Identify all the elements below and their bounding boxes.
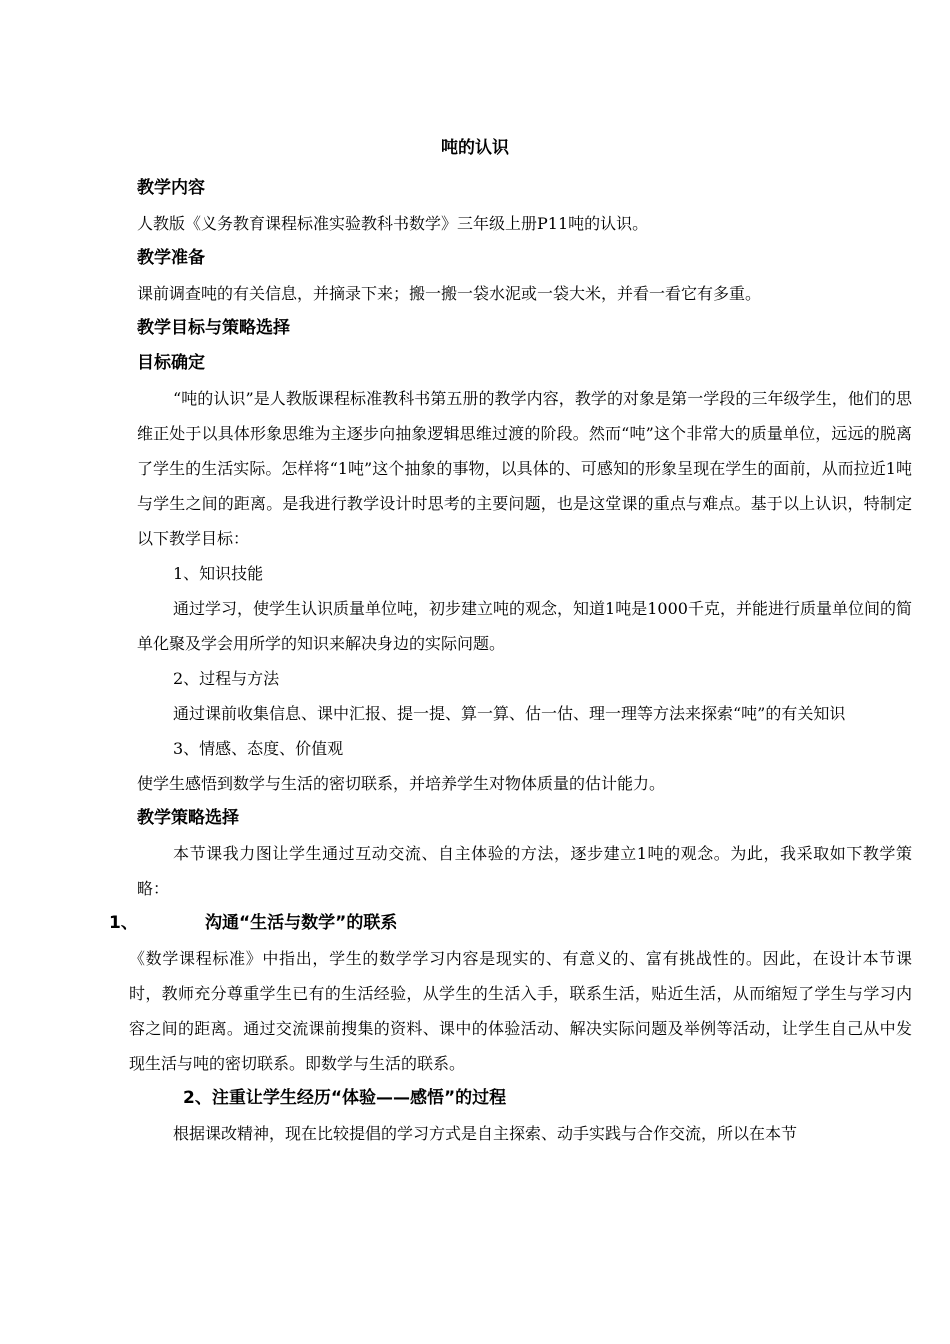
paragraph-goal-setting: “吨的认识”是人教版课程标准教科书第五册的教学内容，教学的对象是第一学段的三年级学生，他们的思维正处于以具体形象思维为主逐步向抽象逻辑思维过渡的阶段。然而“吨”这个非常大的质量单位，远远的脱离了学生的生活实际。怎样将“1吨”这个抽象的事物，以具体的、可感知的形象呈现在学生的面前，从而拉近1吨与学生之间的距离。是我进行教学设计时思考的主要问题，也是这堂课的重点与难点。基于以上认识，特制定以下教学目标： [137,389,912,548]
paragraph-teaching-preparation: 课前调查吨的有关信息，并摘录下来；搬一搬一袋水泥或一袋大米，并看一看它有多重。 [137,284,762,303]
paragraph-strategy-1 [129,941,912,1081]
strategy-1-title: 沟通“生活与数学”的联系 [205,913,398,933]
strategy-1-number: 1、 [109,913,138,933]
document-body [109,171,912,1151]
paragraph-goal-1: 通过学习，使学生认识质量单位吨，初步建立吨的观念，知道1吨是1000千克，并能进行质量单位间的简单化聚及学会用所学的知识来解决身边的实际问题。 [137,599,912,653]
paragraph-goal-3: 使学生感悟到数学与生活的密切联系，并培养学生对物体质量的估计能力。 [137,774,666,793]
strategy-2-heading: 2、注重让学生经历“体验——感悟”的过程 [183,1088,507,1108]
goal-1-label: 1、知识技能 [173,564,264,583]
goal-2-label: 2、过程与方法 [173,669,280,688]
strategy-1-heading [109,906,912,941]
paragraph-strategy-2: 根据课改精神，现在比较提倡的学习方式是自主探索、动手实践与合作交流，所以在本节 [173,1124,798,1143]
goal-3-label: 3、情感、态度、价值观 [173,739,344,758]
heading-goals-and-strategy: 教学目标与策略选择 [137,318,290,338]
paragraph-teaching-content: 人教版《义务教育课程标准实验教科书数学》三年级上册P11吨的认识。 [137,214,649,233]
paragraph-goal-2: 通过课前收集信息、课中汇报、提一提、算一算、估一估、理一理等方法来探索“吨”的有关知识 [173,704,846,723]
heading-goal-setting: 目标确定 [137,353,205,373]
heading-teaching-preparation: 教学准备 [137,248,205,268]
document-title: 吨的认识 [441,138,509,158]
heading-teaching-strategy: 教学策略选择 [137,808,239,828]
paragraph-teaching-strategy: 本节课我力图让学生通过互动交流、自主体验的方法，逐步建立1吨的观念。为此，我采取如下教学策略： [137,844,912,898]
heading-teaching-content: 教学内容 [137,178,205,198]
paragraph-strategy-1-text: 《数学课程标准》中指出，学生的数学学习内容是现实的、有意义的、富有挑战性的。因此，在设计本节课时，教师充分尊重学生已有的生活经验，从学生的生活入手，联系生活，贴近生活，从而缩短了学生与学习内容之间的距离。通过交流课前搜集的资料、课中的体验活动、解决实际问题及举例等活动，让学生自己从中发现生活与吨的密切联系。即数学与生活的联系。 [129,949,912,1073]
